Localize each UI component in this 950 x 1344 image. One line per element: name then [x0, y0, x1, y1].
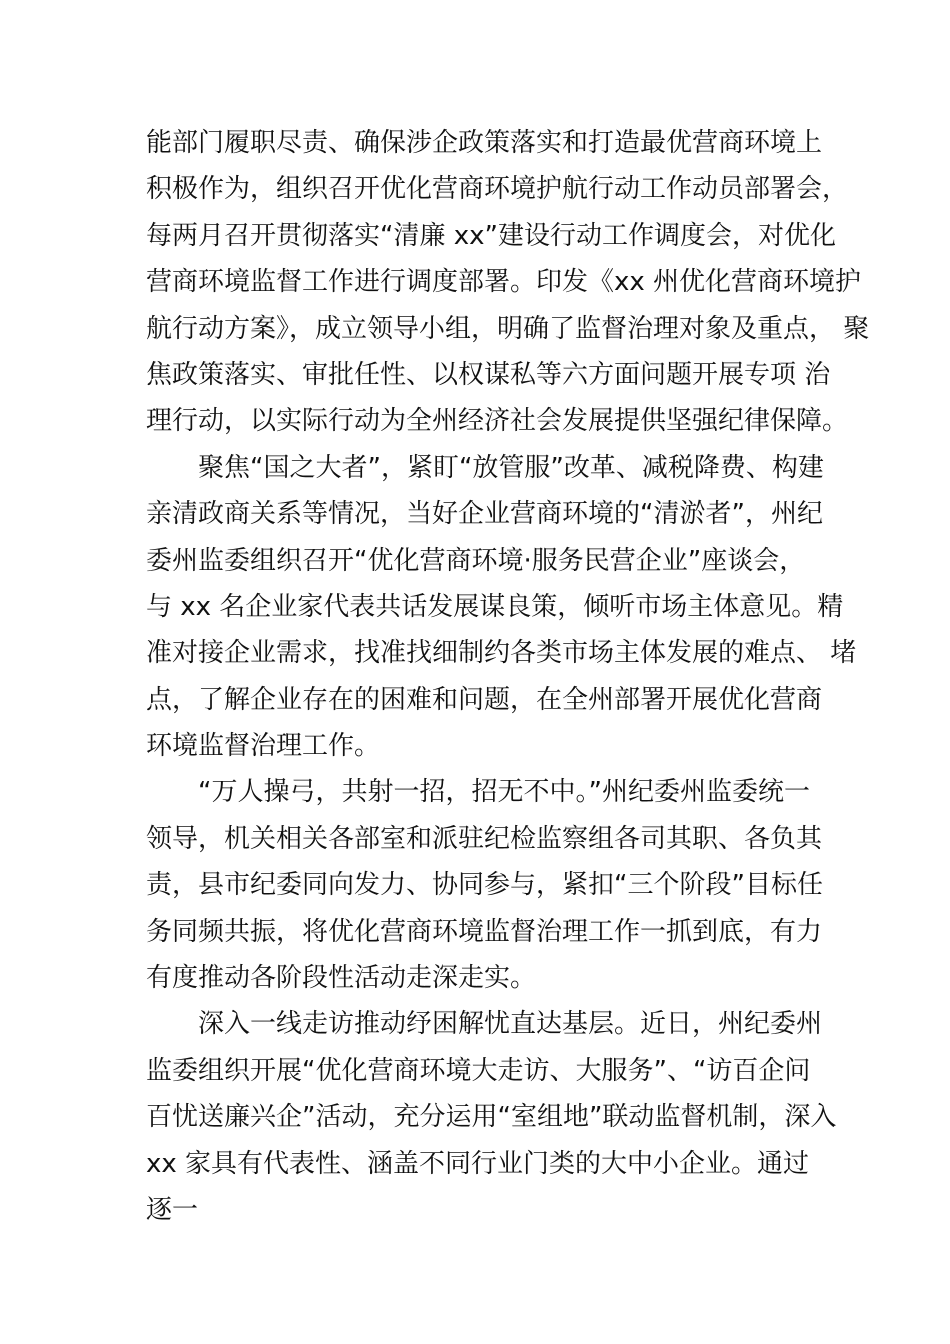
text-line: 与 xx 名企业家代表共话发展谋良策，倾听市场主体意见。精 — [146, 591, 844, 622]
paragraph-4 — [146, 1001, 837, 1233]
text-line: 点，了解企业存在的困难和问题，在全州部署开展优化营商 — [146, 684, 823, 715]
text-line: 百忧送廉兴企”活动，充分运用“室组地”联动监督机制，深入 — [146, 1102, 837, 1133]
text-line: 积极作为，组织召开优化营商环境护航行动工作动员部署会， — [146, 174, 849, 205]
text-line: 航行动方案》，成立领导小组，明确了监督治理对象及重点， 聚 — [146, 313, 870, 344]
text-line: 能部门履职尽责、确保涉企政策落实和打造最优营商环境上 — [146, 128, 823, 158]
text-line: 聚焦“国之大者”，紧盯“放管服”改革、减税降费、构建 — [198, 452, 824, 483]
text-line: “万人操弓，共射一招，招无不中。”州纪委州监委统一 — [198, 777, 810, 808]
text-line: 责，县市纪委同向发力、协同参与，紧扣“三个阶段”目标任 — [146, 870, 823, 901]
text-line: 有度推动各阶段性活动走深走实。 — [146, 963, 537, 994]
paragraph-3 — [146, 769, 826, 1001]
text-line: xx 家具有代表性、涵盖不同行业门类的大中小企业。通过 — [146, 1148, 810, 1179]
text-line: 委州监委组织召开“优化营商环境·服务民营企业”座谈会， — [146, 545, 806, 576]
text-line: 务同频共振，将优化营商环境监督治理工作一抓到底，有力 — [146, 916, 823, 947]
text-line: 营商环境监督工作进行调度部署。印发《xx 州优化营商环境护 — [146, 267, 862, 298]
text-line: 监委组织开展“优化营商环境大走访、大服务”、“访百企问 — [146, 1055, 811, 1086]
text-line: 环境监督治理工作。 — [146, 731, 381, 762]
text-line: 每两月召开贯彻落实“清廉 xx”建设行动工作调度会，对优化 — [146, 220, 836, 251]
text-line: 领导，机关相关各部室和派驻纪检监察组各司其职、各负其 — [146, 823, 823, 854]
text-line: 亲清政商关系等情况，当好企业营商环境的“清淤者”，州纪 — [146, 499, 823, 530]
text-line: 逐一 — [146, 1194, 199, 1225]
text-line: 理行动，以实际行动为全州经济社会发展提供坚强纪律保障。 — [146, 406, 849, 437]
paragraph-1 — [146, 120, 870, 445]
paragraph-2 — [146, 445, 857, 770]
text-line: 深入一线走访推动纾困解忧直达基层。近日，州纪委州 — [198, 1009, 823, 1040]
text-line: 准对接企业需求，找准找细制约各类市场主体发展的难点、 堵 — [146, 638, 857, 669]
text-line: 焦政策落实、审批任性、以权谋私等六方面问题开展专项 治 — [146, 359, 831, 390]
document-body — [146, 120, 870, 1233]
